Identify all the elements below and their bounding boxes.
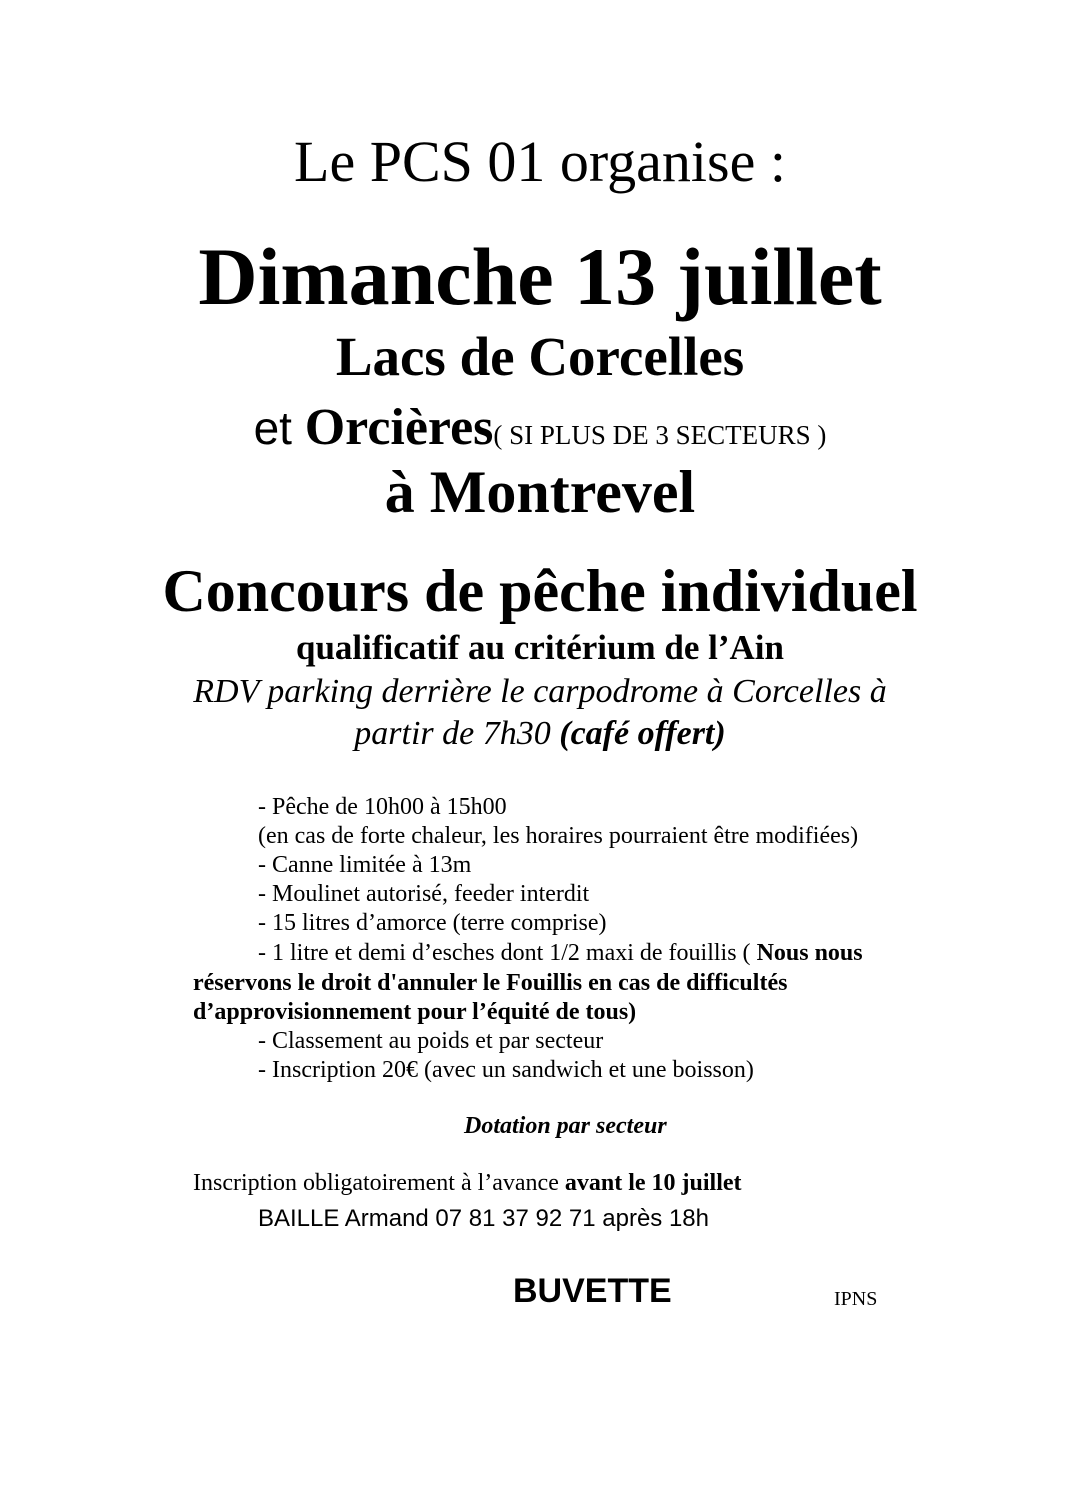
rule-esches-bold-3-text: d’approvisionnement pour l’équité de tous): [193, 999, 637, 1025]
ipns-label: IPNS: [834, 1288, 878, 1310]
location-et: et: [253, 402, 305, 454]
rule-hours: - Pêche de 10h00 à 15h00: [258, 794, 507, 820]
contact-info: BAILLE Armand 07 81 37 92 71 après 18h: [258, 1205, 709, 1232]
rule-esches-bold-2: [193, 970, 787, 997]
buvette-label: BUVETTE: [513, 1272, 672, 1310]
location-lakes: Lacs de Corcelles: [335, 326, 745, 387]
rdv-time: partir de 7h30: [354, 715, 551, 752]
registration-note: [193, 1170, 742, 1197]
rule-reel: - Moulinet autorisé, feeder interdit: [258, 881, 590, 907]
event-title: Concours de pêche individuel: [162, 558, 918, 624]
rdv-line-2: [0, 715, 1080, 753]
rule-esches-bold-3: [193, 999, 636, 1026]
rule-esches-text: - 1 litre et demi d’esches dont 1/2 maxi de fouillis (: [258, 940, 757, 966]
rule-esches-bold-2-text: réservons le droit d'annuler le Fouillis en cas de difficultés: [193, 970, 788, 996]
rule-bait: - 15 litres d’amorce (terre comprise): [258, 910, 607, 936]
rule-fee: - Inscription 20€ (avec un sandwich et une boisson): [258, 1057, 754, 1083]
location-orcieres: Orcières: [304, 399, 494, 456]
location-town: à Montrevel: [384, 459, 696, 525]
rdv-line-1: RDV parking derrière le carpodrome à Corcelles à: [193, 673, 887, 710]
registration-text: Inscription obligatoirement à l’avance: [193, 1170, 565, 1196]
rule-ranking: - Classement au poids et par secteur: [258, 1028, 604, 1054]
rdv-cafe: (café offert): [559, 715, 726, 752]
intro-heading: Le PCS 01 organise :: [294, 129, 786, 194]
rule-rod: - Canne limitée à 13m: [258, 852, 472, 878]
rule-esches-bold-1: Nous nous: [756, 940, 863, 966]
event-subtitle: qualificatif au critérium de l’Ain: [295, 628, 784, 667]
event-date: Dimanche 13 juillet: [198, 231, 882, 322]
rule-esches: [258, 940, 863, 967]
location-orcieres-line: [0, 398, 1080, 457]
location-note: ( SI PLUS DE 3 SECTEURS ): [493, 420, 827, 450]
rule-hours-note: (en cas de forte chaleur, les horaires pourraient être modifiées): [258, 823, 859, 849]
registration-deadline: avant le 10 juillet: [564, 1170, 742, 1196]
prize-note: Dotation par secteur: [464, 1113, 667, 1139]
